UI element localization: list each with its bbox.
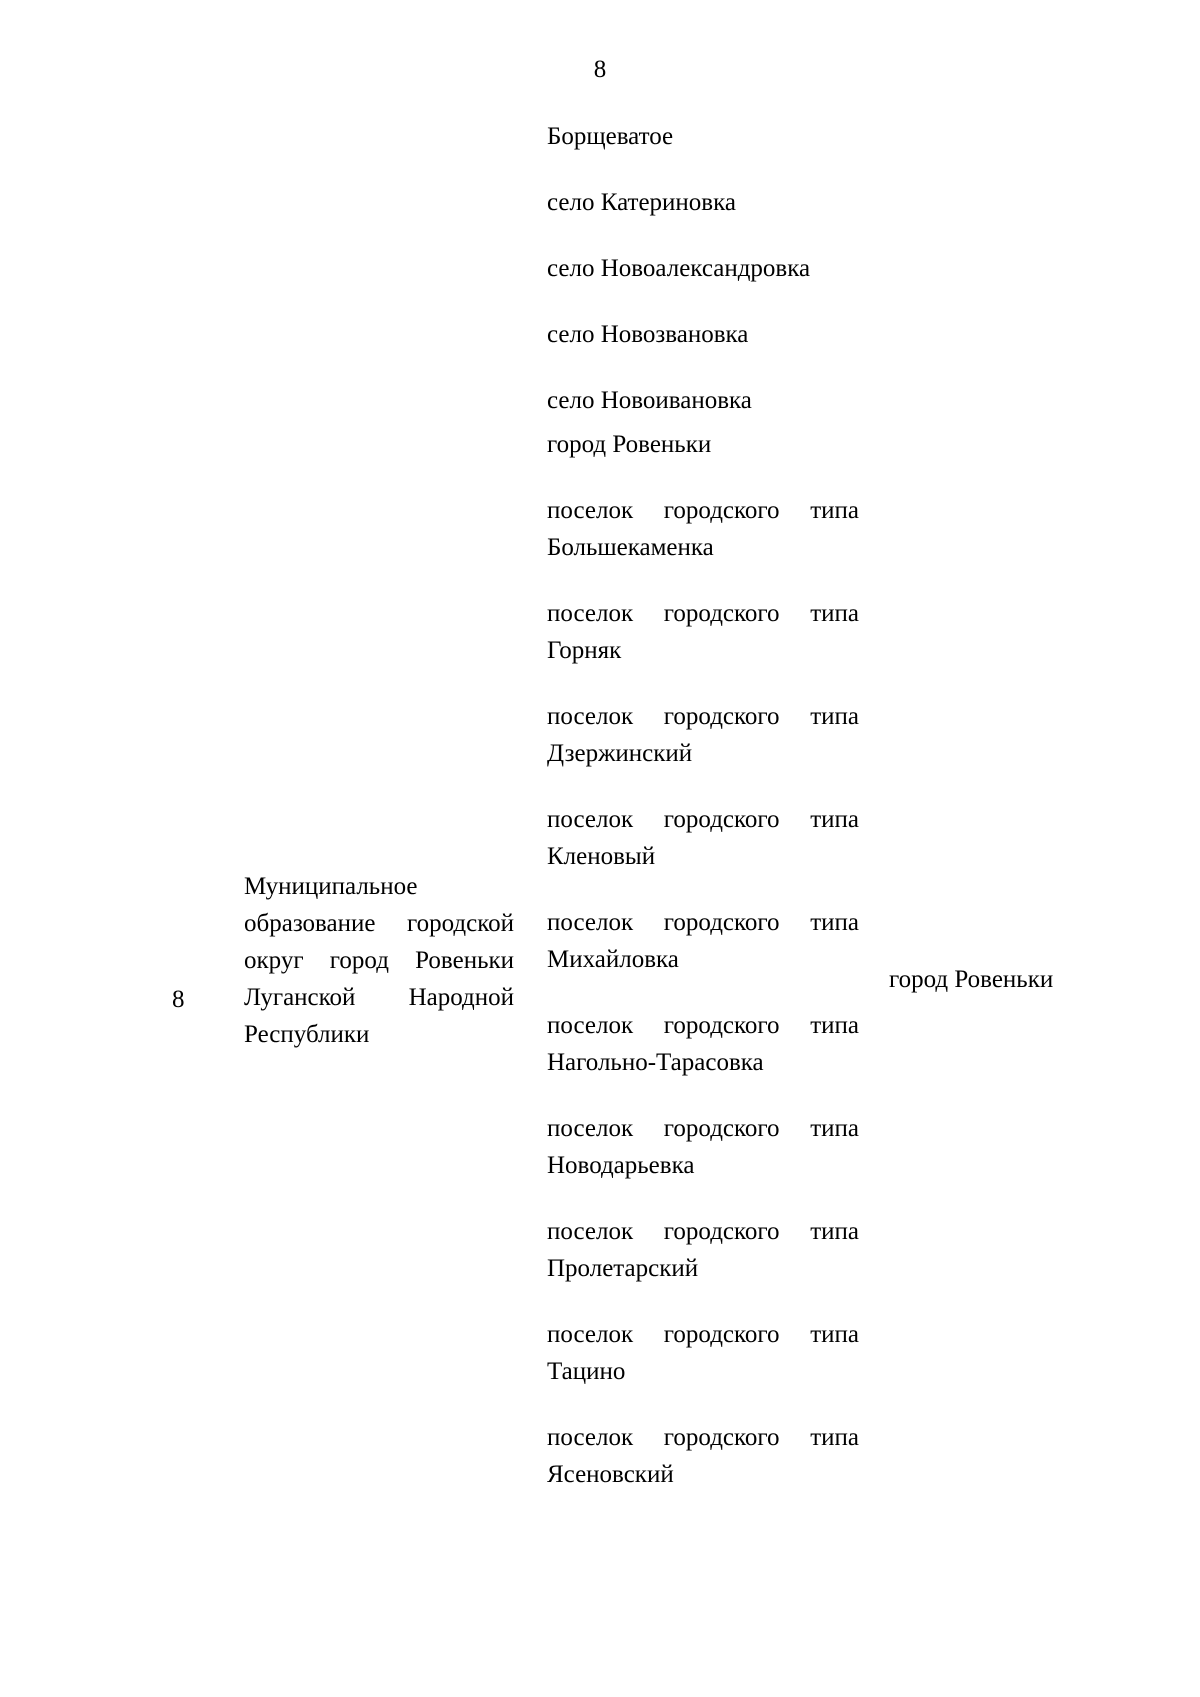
locality-item: село Новоалександровка xyxy=(547,255,811,282)
localities-column xyxy=(547,118,859,1522)
locality-item: Борщеватое xyxy=(547,123,674,150)
locality-item: поселок городского типа Горняк xyxy=(547,600,859,664)
locality-item: поселок городского типа Ясеновский xyxy=(547,1424,859,1488)
municipality-name: Муниципальное образование городской округ город Ровеньки Луганской Народной Республики xyxy=(244,873,514,1048)
administrative-center: город Ровеньки xyxy=(889,966,1054,993)
locality-item: поселок городского типа Большекаменка xyxy=(547,497,859,561)
locality-item: поселок городского типа Нагольно-Тарасовка xyxy=(547,1012,859,1076)
locality-item: поселок городского типа Дзержинский xyxy=(547,703,859,767)
locality-item: поселок городского типа Новодарьевка xyxy=(547,1115,859,1179)
locality-item: город Ровеньки xyxy=(547,431,712,458)
page-number: 8 xyxy=(593,56,607,83)
row-number: 8 xyxy=(172,986,185,1013)
locality-item: поселок городского типа Пролетарский xyxy=(547,1218,859,1282)
locality-item: поселок городского типа Тацино xyxy=(547,1321,859,1385)
locality-item: село Новоивановка xyxy=(547,387,752,414)
locality-item: поселок городского типа Кленовый xyxy=(547,806,859,870)
locality-item: село Новозвановка xyxy=(547,321,749,348)
locality-item: поселок городского типа Михайловка xyxy=(547,909,859,973)
locality-item: село Катериновка xyxy=(547,189,736,216)
